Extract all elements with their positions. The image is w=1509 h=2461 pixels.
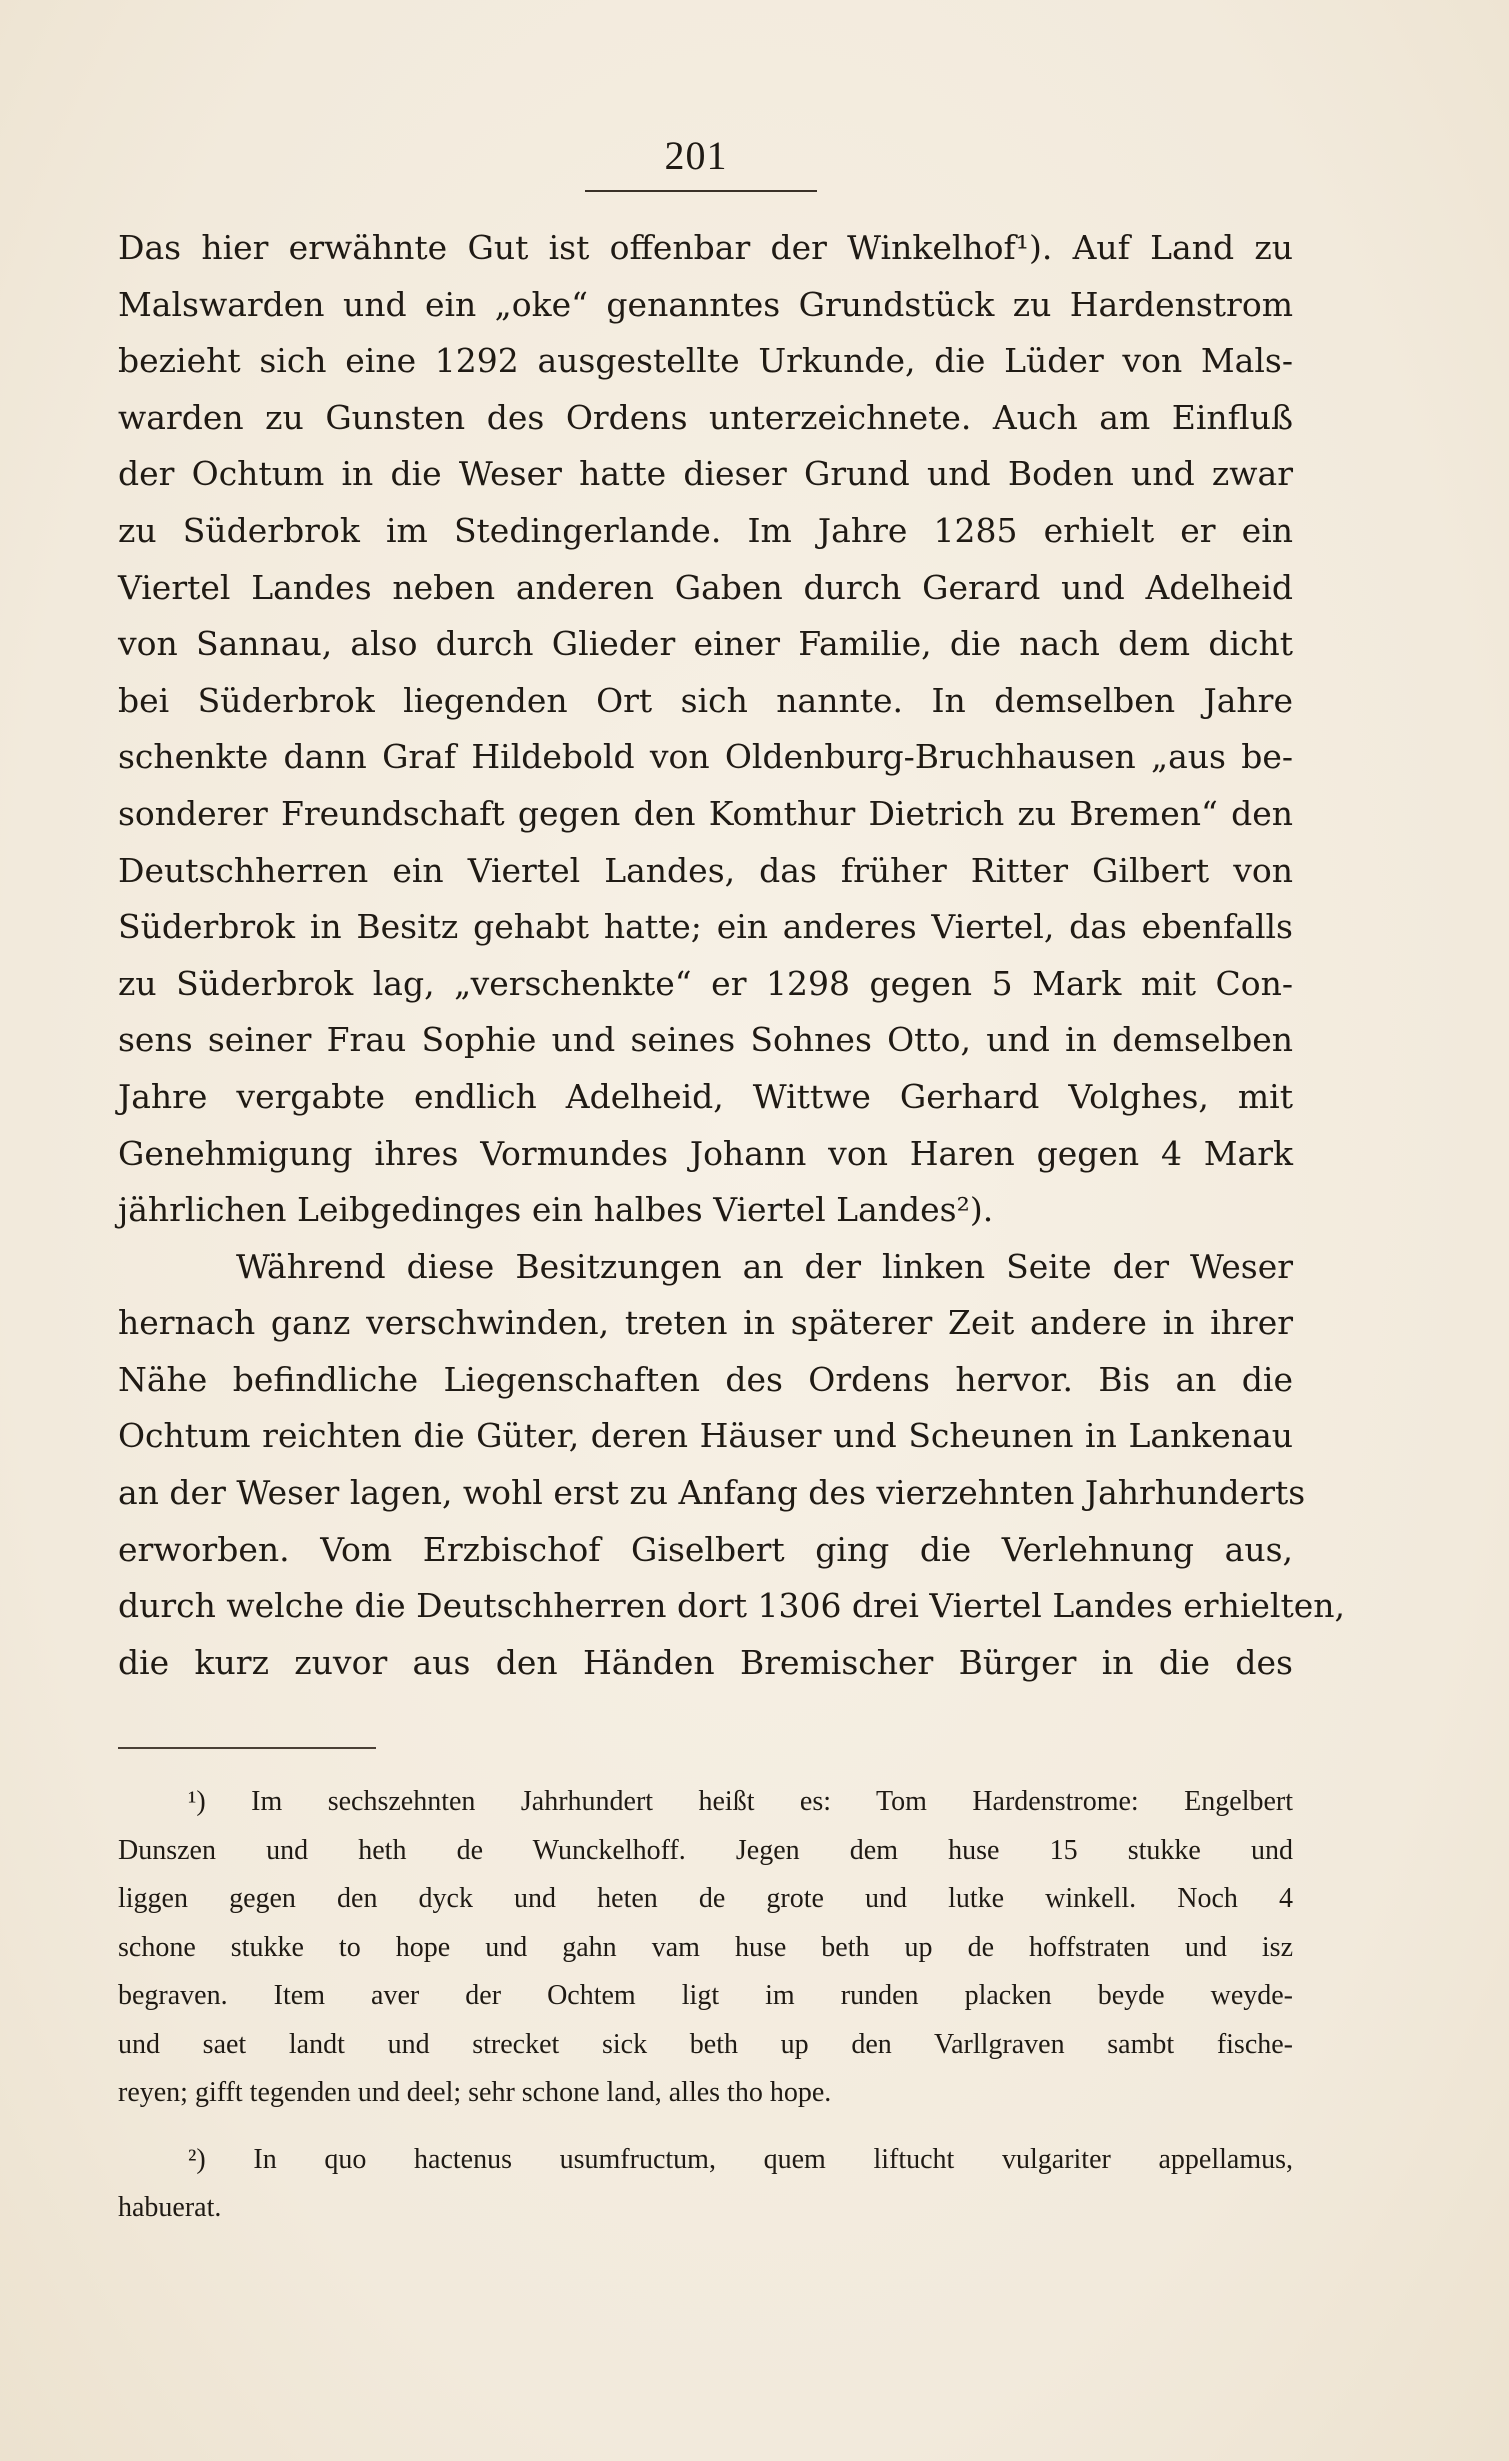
footnote-gap	[118, 2118, 1293, 2136]
text-line: durch welche die Deutschherren dort 1306 drei Viertel Landes erhielten,	[118, 1586, 1345, 1626]
text-line: zu Süderbrok lag, „verschenkte“ er 1298 gegen 5 Mark mit Con-	[118, 963, 1293, 1003]
text-line: bezieht sich eine 1292 ausgestellte Urkunde, die Lüder von Mals-	[118, 341, 1293, 381]
footnote-1-line: liggen gegen den dyck und heten de grote und lutke winkell. Noch 4	[118, 1883, 1293, 1914]
header-rule	[585, 190, 817, 192]
footnote-2-line: ²) In quo hactenus usumfructum, quem liftucht vulgariter appellamus,	[188, 2143, 1293, 2175]
text-line: Süderbrok in Besitz gehabt hatte; ein anderes Viertel, das ebenfalls	[118, 907, 1293, 947]
footnote-1-line: schone stukke to hope und gahn vam huse beth up de hoffstraten und isz	[118, 1931, 1293, 1963]
text-line: Während diese Besitzungen an der linken Seite der Weser	[236, 1246, 1293, 1286]
text-line: die kurz zuvor aus den Händen Bremischer Bürger in die des	[118, 1642, 1293, 1682]
text-line: Jahre vergabte endlich Adelheid, Wittwe Gerhard Volghes, mit	[118, 1076, 1293, 1116]
footnote-1-line: reyen; gifft tegenden und deel; sehr schone land, alles tho hope.	[118, 2077, 832, 2108]
text-line: der Ochtum in die Weser hatte dieser Grund und Boden und zwar	[118, 454, 1293, 494]
footnote-1-line: begraven. Item aver der Ochtem ligt im runden placken beyde weyde-	[118, 1980, 1293, 2011]
text-line: Nähe befindliche Liegenschaften des Ordens hervor. Bis an die	[118, 1359, 1293, 1399]
text-line: sonderer Freundschaft gegen den Komthur Dietrich zu Bremen“ den	[118, 793, 1293, 833]
footnotes	[118, 1778, 1293, 2233]
footnote-1-line: Dunszen und heth de Wunckelhoff. Jegen dem huse 15 stukke und	[118, 1834, 1293, 1866]
footnote-2-line: habuerat.	[118, 2192, 222, 2223]
text-line: zu Süderbrok im Stedingerlande. Im Jahre 1285 erhielt er ein	[118, 510, 1293, 550]
text-line: von Sannau, also durch Glieder einer Familie, die nach dem dicht	[118, 624, 1293, 664]
text-line: Genehmigung ihres Vormundes Johann von Haren gegen 4 Mark	[118, 1133, 1293, 1173]
text-line: jährlichen Leibgedinges ein halbes Viertel Landes²).	[118, 1190, 994, 1230]
text-line: Ochtum reichten die Güter, deren Häuser und Scheunen in Lankenau	[118, 1416, 1293, 1456]
text-line: Das hier erwähnte Gut ist offenbar der Winkelhof¹). Auf Land zu	[118, 228, 1293, 267]
text-line: warden zu Gunsten des Ordens unterzeichnete. Auch am Einfluß	[118, 397, 1293, 437]
text-line: bei Süderbrok liegenden Ort sich nannte. In demselben Jahre	[118, 680, 1293, 720]
page-number: 201	[664, 133, 728, 178]
text-line: sens seiner Frau Sophie und seines Sohnes Otto, und in demselben	[118, 1020, 1293, 1060]
text-line: hernach ganz verschwinden, treten in späterer Zeit andere in ihrer	[118, 1303, 1293, 1343]
body-text	[118, 220, 1345, 1691]
text-line: Deutschherren ein Viertel Landes, das früher Ritter Gilbert von	[118, 850, 1293, 890]
text-line: erworben. Vom Erzbischof Giselbert ging die Verlehnung aus,	[118, 1529, 1293, 1569]
text-line: Malswarden und ein „oke“ genanntes Grundstück zu Hardenstrom	[118, 284, 1293, 324]
text-line: an der Weser lagen, wohl erst zu Anfang des vierzehnten Jahrhunderts	[118, 1473, 1306, 1513]
footnote-1-line: ¹) Im sechszehnten Jahrhundert heißt es: Tom Hardenstrome: Engelbert	[188, 1786, 1293, 1817]
text-line: schenkte dann Graf Hildebold von Oldenburg-Bruchhausen „aus be-	[118, 737, 1293, 777]
footnote-1-line: und saet landt und strecket sick beth up den Varllgraven sambt fische-	[118, 2028, 1293, 2060]
footnote-rule	[118, 1747, 376, 1749]
text-line: Viertel Landes neben anderen Gaben durch Gerard und Adelheid	[118, 567, 1293, 607]
